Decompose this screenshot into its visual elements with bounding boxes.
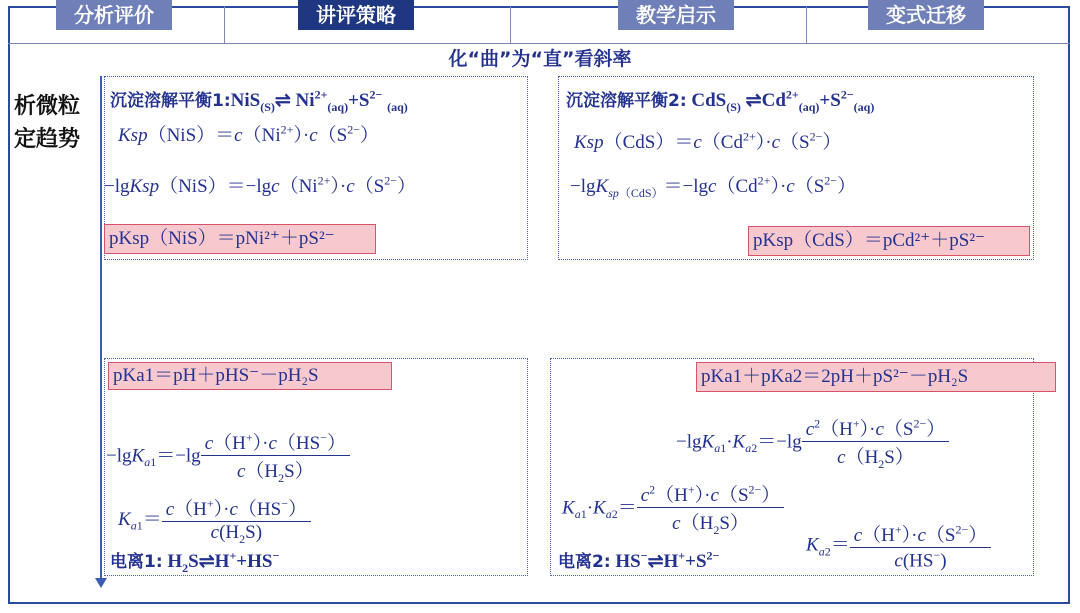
ion1-pka-highlight: pKa1＝pH＋pHS⁻－pH₂S bbox=[108, 362, 392, 390]
axis-line bbox=[100, 76, 102, 581]
cds-ksp-equation: $Ksp(CdS)=c(Cd^{2+})\cdot c(S^{2-})$ bbox=[574, 129, 842, 153]
ion1-lg-equation: −lgK$_{a1}$＝−lg $\frac{c(H^+)\cdot c(HS^-)}{c(H_2S)}$ bbox=[106, 428, 350, 486]
cds-pksp-highlight: pKsp（CdS）＝pCd²⁺＋pS²⁻ bbox=[748, 226, 1030, 256]
tab-transfer[interactable]: 变式迁移 bbox=[868, 0, 984, 30]
cds-lg-equation: $-\lg K_{sp(CdS)}=-\lg c(Cd^{2+})\cdot c(S^{2-})$ bbox=[570, 173, 857, 200]
nis-title-prefix: 沉淀溶解平衡1: bbox=[110, 91, 231, 111]
side-label-line2: 定趋势 bbox=[14, 127, 81, 152]
ion1-ka-equation: $K_{a1}=$ $\frac{c(H^+)\cdot c(HS^-)}{c(H_2S)}$ bbox=[118, 494, 311, 547]
nis-pksp-highlight: pKsp（NiS）＝pNi²⁺＋pS²⁻ bbox=[104, 224, 376, 254]
tab-analysis[interactable]: 分析评价 bbox=[56, 0, 172, 30]
side-label bbox=[14, 90, 100, 156]
ion2-product-equation: $K_{a1}\cdot K_{a2}=$ $\frac{c^2(H^+)\cdot c(S^{2-})}{c(H_2S)}$ bbox=[562, 480, 784, 538]
tab-separator bbox=[806, 6, 807, 44]
nis-title: 沉淀溶解平衡1:NiS$_{(S)}$⇌ $Ni^{2+}_{(aq)}+S^{2-}$ $_{(aq)}$ bbox=[110, 87, 408, 114]
tab-teaching[interactable]: 教学启示 bbox=[618, 0, 734, 30]
tab-separator bbox=[224, 6, 225, 44]
cds-title-prefix: 沉淀溶解平衡2: bbox=[566, 91, 687, 111]
ion2-lg-equation: $-\lg K_{a1}\cdot K_{a2}=-\lg$ $\frac{c^2(H^+)\cdot c(S^{2-})}{c(H_2S)}$ bbox=[676, 414, 949, 472]
ion2-pka-highlight: pKa1＋pKa2＝2pH＋pS²⁻－pH₂S bbox=[696, 362, 1056, 392]
nis-lg-equation: $-lgKsp(NiS)=-\lg c(Ni^{2+})\cdot c(S^{2-})$ bbox=[104, 173, 417, 197]
ion2-label: 电离2: bbox=[558, 552, 611, 572]
tab-strategy[interactable]: 讲评策略 bbox=[298, 0, 414, 30]
ion1-equation-label: 电离1: $H_2S\rightleftharpoons H^++HS^-$ bbox=[110, 548, 280, 575]
ion2-equation-label: 电离2: $HS^-\rightleftharpoons H^++S^{2-}$ bbox=[558, 548, 720, 572]
page-title: 化“曲”为“直”看斜率 bbox=[448, 48, 632, 70]
axis-arrow-icon bbox=[95, 578, 107, 588]
nis-ksp-equation: $Ksp(NiS)=c(Ni^{2+})\cdot c(S^{2-})$ bbox=[118, 122, 380, 146]
ion1-label: 电离1: bbox=[110, 552, 163, 572]
cds-title: 沉淀溶解平衡2: CdS$_{(S)}$ $\rightleftharpoons Cd^{2+}_{(aq)}+S^{2-}_{(aq)}$ bbox=[566, 87, 875, 114]
side-label-line1: 析微粒 bbox=[14, 94, 81, 119]
ion2-ka2-equation: $K_{a2}=$ $\frac{c(H^+)\cdot c(S^{2-})}{c(HS^-)}$ bbox=[806, 520, 991, 572]
tab-separator bbox=[510, 6, 511, 44]
